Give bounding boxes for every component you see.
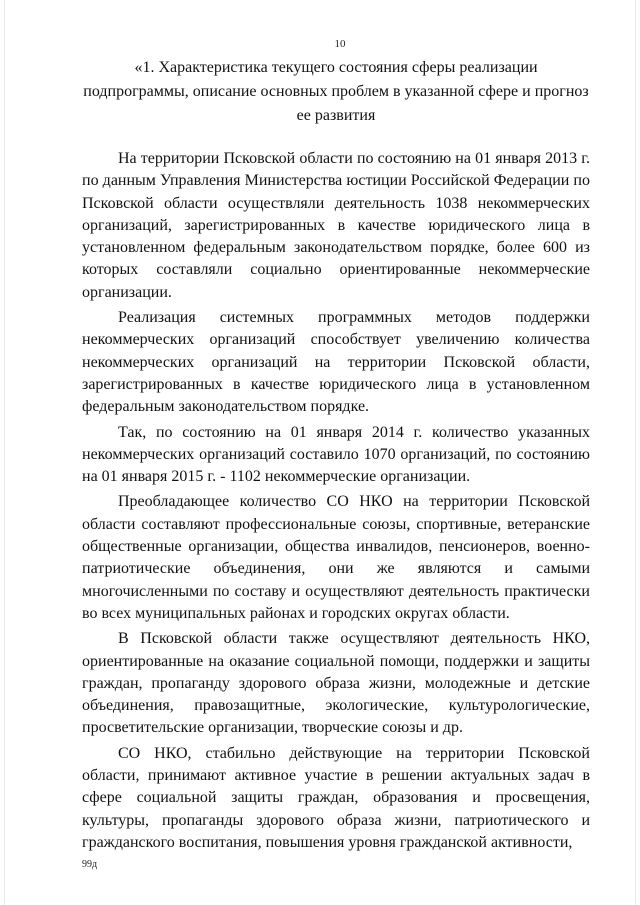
page-number: 10 <box>334 38 346 50</box>
paragraph: В Псковской области также осуществляют деятельность НКО, ориентированные на оказание социальной помощи, поддержки и защиты граждан, пропаганду здорового образа жизни, молодежные и детские объединения, правозащитные, экологические, культурологические, просветительские организации, творческие союзы и др. <box>82 630 590 737</box>
paragraph: СО НКО, стабильно действующие на территории Псковской области, принимают активное участие в решении актуальных задач в сфере социальной защиты граждан, образования и просвещения, культуры, пропаганды здорового образа жизни, патриотического и гражданского воспитания, повышения уровня гражданской активности, <box>82 744 590 851</box>
document-body <box>82 148 590 857</box>
section-heading: «1. Характеристика текущего состояния сферы реализации подпрограммы, описание основных проблем в указанной сфере и прогноз ее развития <box>83 59 589 124</box>
paragraph: Преобладающее количество СО НКО на территории Псковской области составляют профессиональные союзы, спортивные, ветеранские общественные организации, общества инвалидов, пенсионеров, военно-патриотические объединения, они же являются и самыми многочисленными по составу и осуществляют деятельность практически во всех муниципальных районах и городских округах области. <box>82 493 590 622</box>
footer-code: 99д <box>82 859 98 870</box>
paragraph: На территории Псковской области по состоянию на 01 января 2013 г. по данным Управления Министерства юстиции Российской Федерации по Псковской области осуществляли деятельность 1038 некоммерческих организаций, зарегистрированных в качестве юридического лица в установленном федеральным законодательством порядке, более 600 из которых составляли социально ориентированные некоммерческие организации. <box>82 150 590 301</box>
scan-edge-left <box>4 0 5 905</box>
scan-edge-right <box>635 0 636 905</box>
paragraph: Реализация системных программных методов поддержки некоммерческих организаций способствует увеличению количества некоммерческих организаций на территории Псковской области, зарегистрированных в качестве юридического лица в установленном федеральным законодательством порядке. <box>82 309 590 416</box>
paragraph: Так, по состоянию на 01 января 2014 г. количество указанных некоммерческих организаций составило 1070 организаций, по состоянию на 01 января 2015 г. - 1102 некоммерческие организации. <box>82 423 590 486</box>
